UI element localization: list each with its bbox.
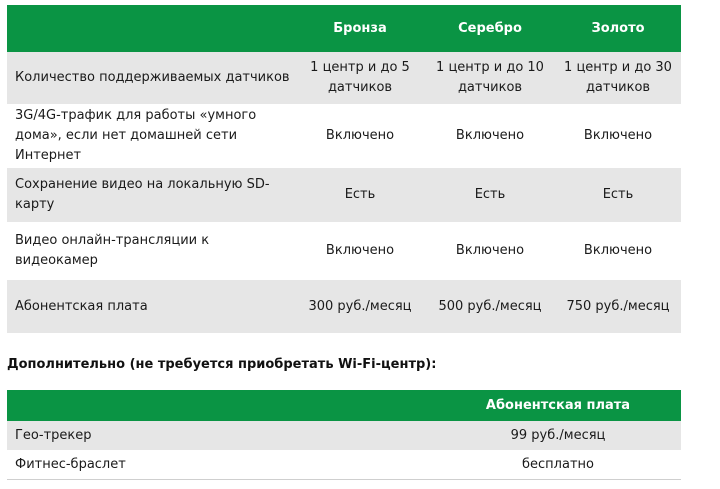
cell-gold: Включено	[555, 222, 681, 280]
cell-fee: 99 руб./месяц	[435, 421, 681, 450]
header-silver: Серебро	[425, 5, 555, 52]
cell-gold: 1 центр и до 30 датчиков	[555, 52, 681, 104]
additional-header-row	[7, 390, 681, 421]
cell-gold: Включено	[555, 104, 681, 168]
table-row	[7, 421, 681, 450]
row-label: Гео-трекер	[7, 421, 435, 450]
row-label: 3G/4G-трафик для работы «умного дома», если нет домашней сети Интернет	[7, 104, 295, 168]
row-label: Абонентская плата	[7, 280, 295, 333]
header-subscription-fee: Абонентская плата	[435, 390, 681, 421]
table-row	[7, 222, 681, 280]
cell-gold: 750 руб./месяц	[555, 280, 681, 333]
tariff-table	[7, 5, 681, 333]
cell-silver: Есть	[425, 168, 555, 222]
additional-table	[7, 390, 681, 480]
row-label: Сохранение видео на локальную SD-карту	[7, 168, 295, 222]
table-row	[7, 450, 681, 480]
cell-silver: Включено	[425, 222, 555, 280]
cell-gold: Есть	[555, 168, 681, 222]
row-label: Видео онлайн-трансляции к видеокамер	[7, 222, 295, 280]
header-empty	[7, 5, 295, 52]
tariff-header-row	[7, 5, 681, 52]
cell-bronze: 300 руб./месяц	[295, 280, 425, 333]
cell-bronze: 1 центр и до 5 датчиков	[295, 52, 425, 104]
table-row	[7, 52, 681, 104]
cell-silver: Включено	[425, 104, 555, 168]
additional-heading: Дополнительно (не требуется приобретать Wi-Fi-центр):	[7, 357, 437, 372]
header-bronze: Бронза	[295, 5, 425, 52]
row-label: Количество поддерживаемых датчиков	[7, 52, 295, 104]
cell-bronze: Есть	[295, 168, 425, 222]
table-row	[7, 168, 681, 222]
row-label: Фитнес-браслет	[7, 450, 435, 480]
cell-silver: 500 руб./месяц	[425, 280, 555, 333]
header-gold: Золото	[555, 5, 681, 52]
cell-bronze: Включено	[295, 104, 425, 168]
cell-fee: бесплатно	[435, 450, 681, 480]
cell-bronze: Включено	[295, 222, 425, 280]
table-row	[7, 280, 681, 333]
table-row	[7, 104, 681, 168]
cell-silver: 1 центр и до 10 датчиков	[425, 52, 555, 104]
